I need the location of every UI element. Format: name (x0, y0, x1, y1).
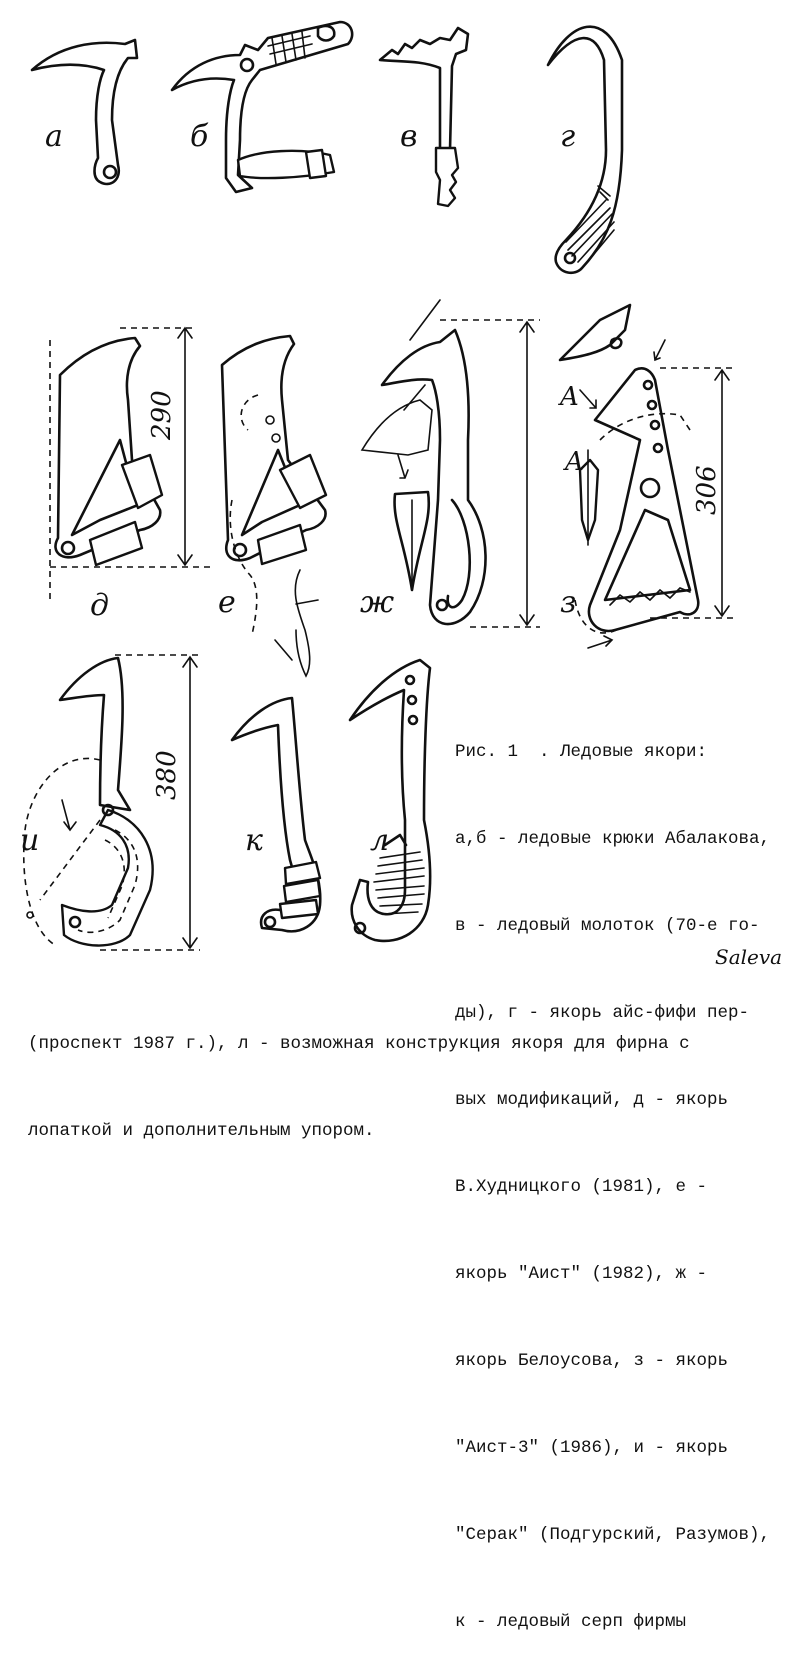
dim-i-380: 380 (152, 750, 182, 800)
figure-caption-tail (28, 972, 690, 1175)
caption-line-1: а,б - ледовые крюки Абалакова, (455, 829, 771, 849)
tool-i-serak-anchor (24, 655, 200, 950)
label-b: б (190, 119, 209, 154)
caption-line-4: вых модификаций, д - якорь (455, 1090, 729, 1110)
caption-line-0: Рис. 1 . Ледовые якори: (455, 742, 708, 762)
tool-a-abalakov-hook (32, 40, 137, 184)
caption-line-5: В.Худницкого (1981), е - (455, 1177, 708, 1197)
dim-d-290: 290 (147, 390, 177, 440)
label-a: а (45, 119, 63, 154)
tool-zh-belousov-anchor (362, 300, 540, 627)
label-A2: A (565, 447, 584, 477)
label-d: д (90, 588, 110, 623)
dim-z-306: 306 (692, 465, 722, 515)
label-zh: ж (360, 585, 395, 620)
tool-l-firn-anchor (350, 660, 430, 941)
caption-line-7: якорь Белоусова, з - якорь (455, 1351, 729, 1371)
tool-k-saleva-sickle (232, 698, 320, 931)
tool-b-abalakov-hook-strap (172, 22, 352, 192)
caption-brand-handwritten: Saleva (715, 945, 783, 969)
caption-line-8: "Аист-3" (1986), и - якорь (455, 1438, 729, 1458)
caption-line-3: ды), г - якорь айс-фифи пер- (455, 1003, 750, 1023)
label-v: в (400, 119, 418, 154)
caption-line-2: в - ледовый молоток (70-е го- (455, 916, 760, 936)
tool-d-khudnitsky-anchor (50, 328, 210, 600)
label-l: л (370, 823, 390, 858)
label-e: е (218, 585, 236, 620)
label-g: г (560, 119, 576, 154)
caption-line-10: к - ледовый серп фирмы (455, 1612, 687, 1632)
caption-line-9: "Серак" (Подгурский, Разумов), (455, 1525, 771, 1545)
label-i: и (20, 823, 40, 858)
tool-v-ice-hammer (380, 28, 468, 206)
label-A1: A (560, 382, 579, 412)
caption-tail-line-0: (проспект 1987 г.), л - возможная конструкция якоря для фирна с (28, 1034, 690, 1054)
label-k: к (245, 823, 263, 858)
caption-line-6: якорь "Аист" (1982), ж - (455, 1264, 708, 1284)
tool-z-aist3-anchor (560, 305, 735, 648)
tool-e-aist-anchor (222, 336, 326, 676)
caption-tail-line-1: лопаткой и дополнительным упором. (28, 1121, 375, 1141)
label-z: з (560, 585, 577, 620)
